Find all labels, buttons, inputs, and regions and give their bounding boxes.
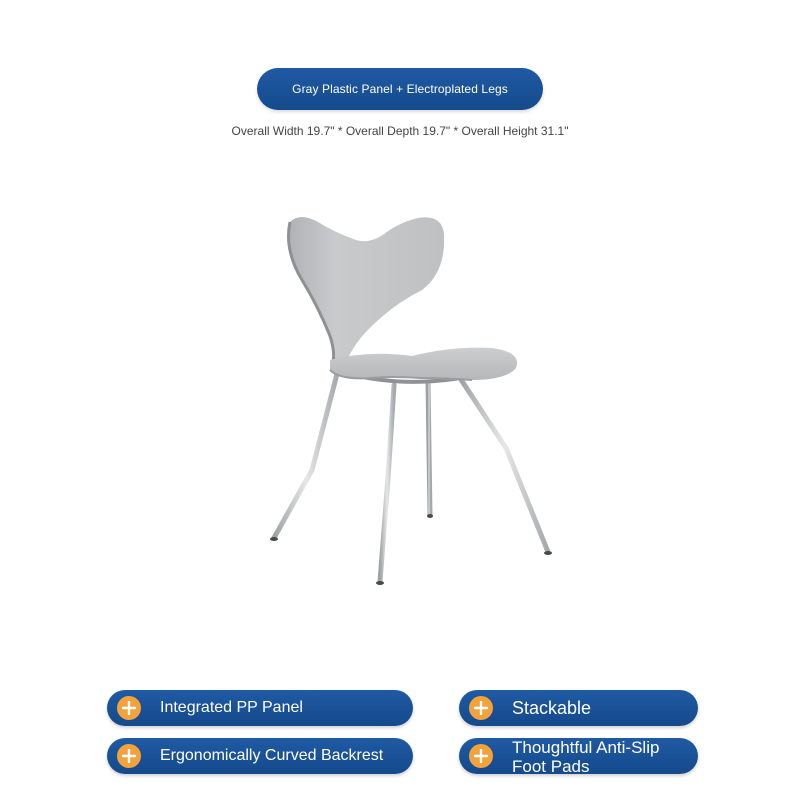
feature-anti-slip-foot-pads: [459, 738, 698, 774]
feature-label: [512, 738, 659, 776]
plus-icon: [469, 696, 493, 720]
plus-icon: [117, 696, 141, 720]
feature-label: Integrated PP Panel: [160, 699, 303, 716]
feature-stackable: [459, 690, 698, 726]
plus-icon: [117, 744, 141, 768]
chair-backrest: [289, 217, 445, 368]
plus-icon: [469, 744, 493, 768]
left-leg: [274, 370, 338, 538]
product-title: Gray Plastic Panel + Electroplated Legs: [292, 82, 508, 96]
product-title-badge: [257, 68, 543, 110]
feature-integrated-pp-panel: [107, 690, 413, 726]
feature-label: Ergonomically Curved Backrest: [160, 747, 384, 764]
feature-label: Stackable: [512, 698, 592, 718]
feature-ergonomic-backrest: [107, 738, 413, 774]
feature-label-line1: Thoughtful Anti-Slip: [512, 738, 660, 757]
chair-seat: [330, 348, 517, 380]
feature-label-line2: Foot Pads: [512, 757, 590, 776]
chair-icon: [260, 210, 560, 590]
right-leg: [460, 378, 548, 552]
front-leg: [380, 385, 394, 582]
rear-leg: [428, 382, 430, 515]
dimensions-text: Overall Width 19.7" * Overall Depth 19.7" * Overall Height 31.1": [231, 124, 569, 138]
chair-illustration: [260, 210, 560, 590]
